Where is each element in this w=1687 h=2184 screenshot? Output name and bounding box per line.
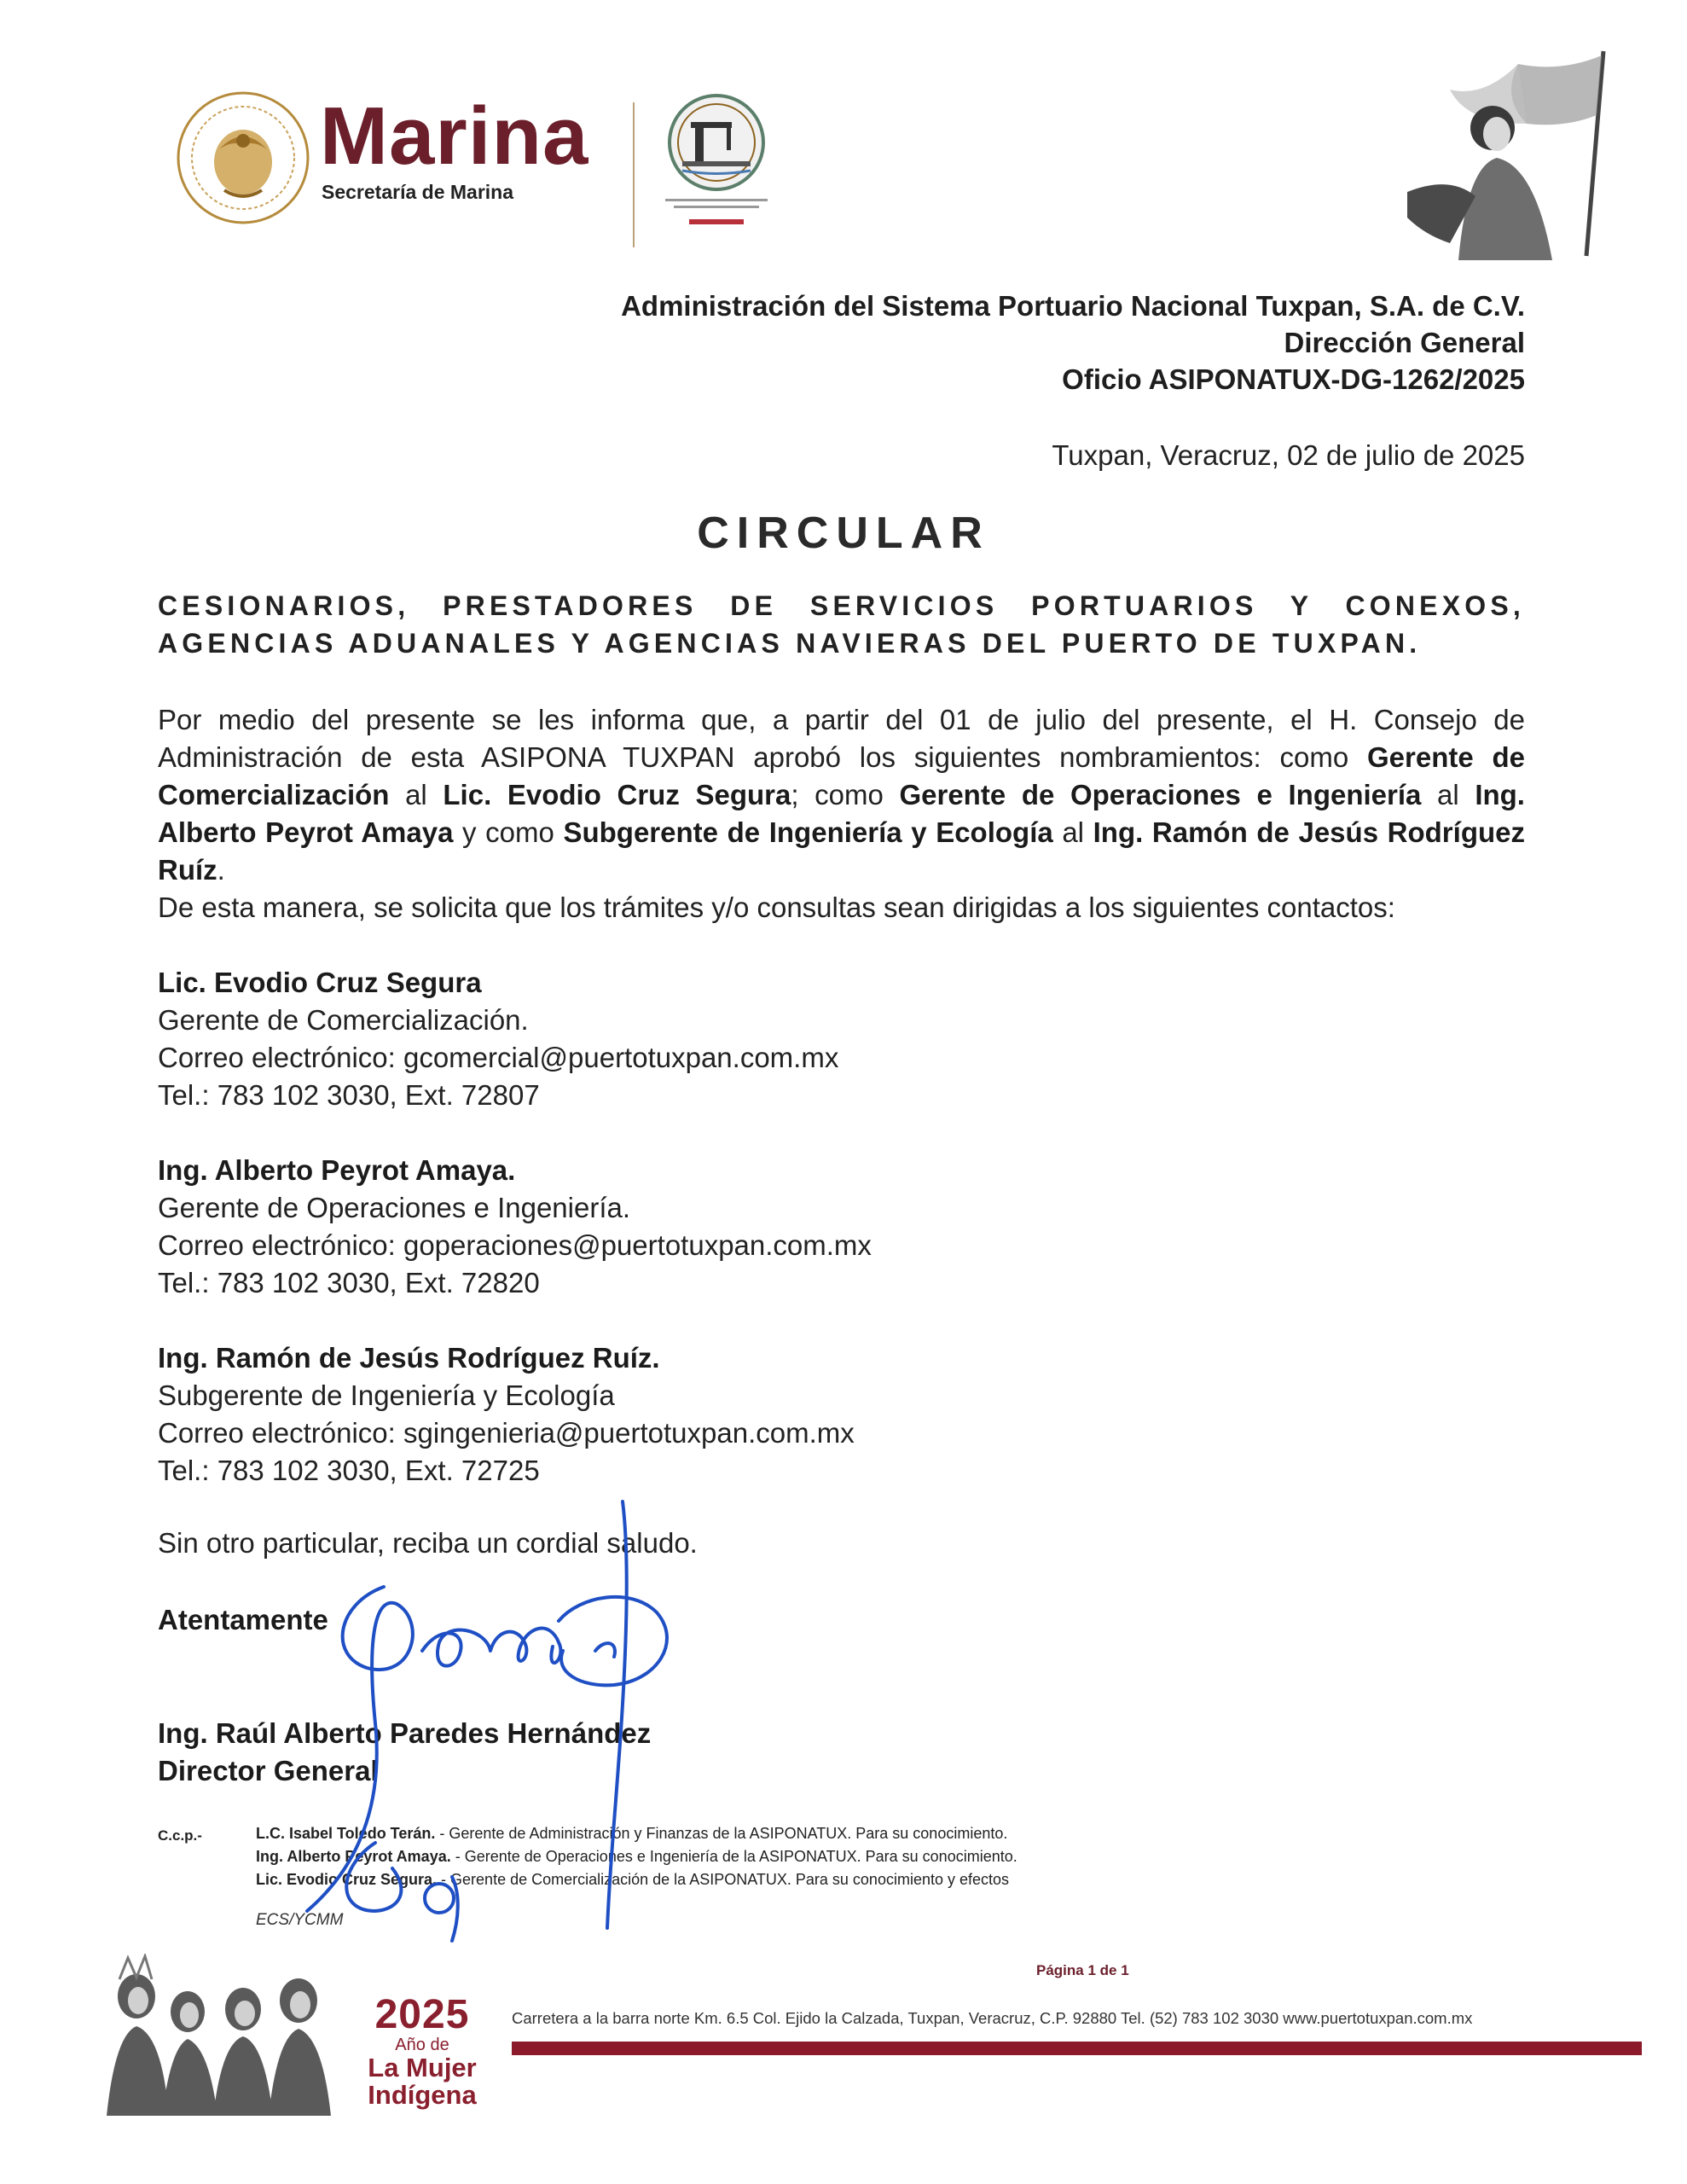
year-banner	[358, 1992, 486, 2110]
closing-line: Sin otro particular, reciba un cordial saludo.	[158, 1527, 698, 1559]
port-system-logo-icon	[648, 90, 785, 239]
issuing-entity: Administración del Sistema Portuario Nacional Tuxpan, S.A. de C.V.	[621, 290, 1525, 322]
contact-name: Ing. Alberto Peyrot Amaya.	[158, 1154, 516, 1186]
ccp-label: C.c.p.-	[158, 1827, 202, 1844]
footer-bar	[512, 2042, 1642, 2055]
contact-role: Gerente de Operaciones e Ingeniería.	[158, 1192, 631, 1223]
contact-block	[158, 1152, 1267, 1302]
contact-name: Ing. Ramón de Jesús Rodríguez Ruíz.	[158, 1342, 660, 1374]
handwritten-signature	[256, 1467, 733, 1945]
document-title: CIRCULAR	[697, 508, 990, 558]
brand-subtitle: Secretaría de Marina	[322, 181, 514, 203]
recipients: CESIONARIOS, PRESTADORES DE SERVICIOS PORTUARIOS Y CONEXOS, AGENCIAS ADUANALES Y AGENCIAS NAVIERAS DEL PUERTO DE TUXPAN.	[158, 590, 1525, 659]
contact-role: Gerente de Comercialización.	[158, 1004, 529, 1036]
contact-phone: Tel.: 783 102 3030, Ext. 72725	[158, 1455, 540, 1486]
year-line: Indígena	[368, 2080, 477, 2110]
contact-name: Lic. Evodio Cruz Segura	[158, 967, 482, 998]
place-date: Tuxpan, Veracruz, 02 de julio de 2025	[1052, 439, 1525, 471]
page-number: Página 1 de 1	[1036, 1962, 1129, 1978]
signatory-title: Director General	[158, 1755, 379, 1786]
contact-role: Subgerente de Ingeniería y Ecología	[158, 1380, 615, 1411]
instruction-paragraph: De esta manera, se solicita que los trámites y/o consultas sean dirigidas a los siguientes contactos:	[158, 892, 1395, 923]
indigenous-women-illustration	[102, 1954, 358, 2116]
intro-paragraph: Por medio del presente se les informa que, a partir del 01 de julio del presente, el H. Consejo de Administración de esta ASIPONA TUXPAN aprobó los siguientes nombramientos: como Gerente de Comercialización al Lic. Evodio Cruz Segura; como Gerente de Operaciones e Ingeniería al Ing. Alberto Peyrot Amaya y como Subgerente de Ingeniería y Ecología al Ing. Ramón de Jesús Rodríguez Ruíz.	[158, 704, 1525, 886]
ccp-item: Ing. Alberto Peyrot Amaya. - Gerente de Operaciones e Ingeniería de la ASIPONATUX. Para su conocimiento.	[256, 1848, 1017, 1865]
national-seal-icon	[175, 90, 311, 226]
regards: Atentamente	[158, 1604, 328, 1635]
contact-email: Correo electrónico: gcomercial@puertotuxpan.com.mx	[158, 1042, 839, 1073]
footer-address: Carretera a la barra norte Km. 6.5 Col. Ejido la Calzada, Tuxpan, Veracruz, C.P. 92880 Tel. (52) 783 102 3030 www.puertotuxpan.com.mx	[512, 2009, 1473, 2027]
reference-number: Oficio ASIPONATUX-DG-1262/2025	[1062, 363, 1525, 395]
brand-divider	[633, 102, 635, 247]
brand-name: Marina	[320, 90, 589, 182]
year-line: La Mujer	[368, 2053, 477, 2082]
contact-email: Correo electrónico: goperaciones@puertotuxpan.com.mx	[158, 1229, 872, 1261]
contact-phone: Tel.: 783 102 3030, Ext. 72820	[158, 1267, 540, 1298]
contact-block	[158, 964, 1267, 1114]
department: Dirección General	[1284, 327, 1525, 358]
signatory-name: Ing. Raúl Alberto Paredes Hernández	[158, 1717, 652, 1749]
year-line: Año de	[395, 2036, 449, 2054]
ccp-item: L.C. Isabel Toledo Terán. - Gerente de Administración y Finanzas de la ASIPONATUX. Para su conocimiento.	[256, 1825, 1008, 1842]
contact-email: Correo electrónico: sgingenieria@puertotuxpan.com.mx	[158, 1417, 855, 1449]
typist-initials: ECS/YCMM	[256, 1911, 344, 1929]
ccp-item: Lic. Evodio Cruz Segura. - Gerente de Comercialización de la ASIPONATUX. Para su conocimiento y efectos	[256, 1871, 1010, 1888]
contact-phone: Tel.: 783 102 3030, Ext. 72807	[158, 1079, 540, 1111]
heroine-flag-illustration	[1399, 47, 1620, 260]
year-number: 2025	[374, 1992, 470, 2037]
